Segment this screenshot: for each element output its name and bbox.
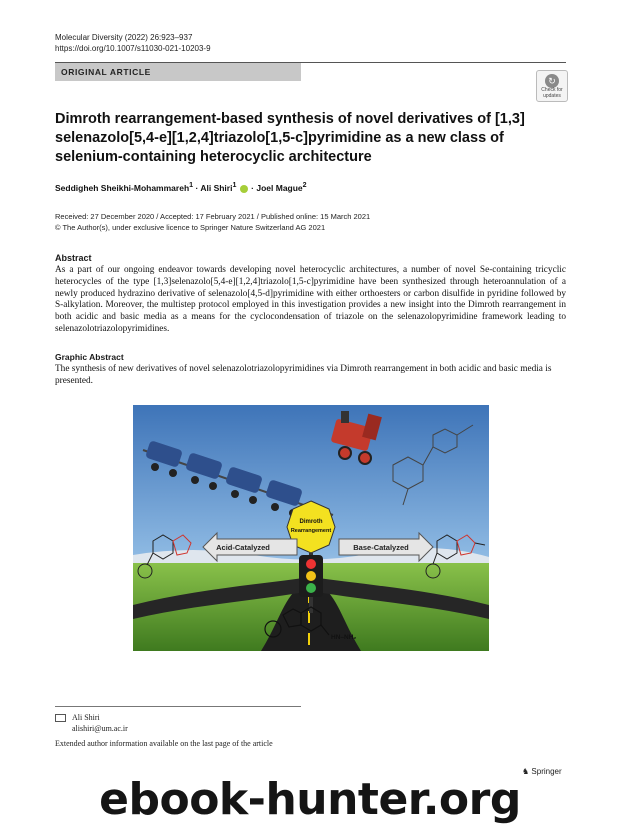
author-separator: · bbox=[195, 182, 199, 193]
footnote-rule bbox=[55, 706, 301, 707]
corresponding-author-name: Ali Shiri bbox=[72, 713, 100, 722]
abstract-text: As a part of our ongoing endeavor towards developing novel heterocyclic architectures, a number of novel Se-containing tricyclic heterocycles of the type [1,3]selenazolo[5,4-e][1,2,4]triazolo[1,5-c]pyrimidine have been synthesized through heteroannulation of a newly produced hydrazino derivative of selenazolo[4,5-d]pyrimidine with either orthoesters or carbon disulfide in pyridine followed by S-alkylation. Moreover, the multistep protocol employed in this investigation provides a new insight into the Dimroth rearrangement in both acidic and basic media as a means for the cyclocondensation of triazole on the selenazolopyrimidine framework leading to selenazolotriazolopyrimidines. bbox=[55, 265, 566, 334]
author-3-affil: 2 bbox=[302, 181, 307, 189]
watermark: ebook-hunter.org bbox=[0, 776, 620, 824]
author-3[interactable]: Joel Mague bbox=[256, 182, 303, 193]
graphic-abstract-image bbox=[133, 405, 489, 651]
acid-label: Acid-Catalyzed bbox=[216, 543, 270, 552]
mail-icon bbox=[55, 714, 66, 722]
check-updates-line1: Check for bbox=[541, 87, 563, 93]
corresponding-author bbox=[55, 712, 128, 734]
graphic-abstract-heading: Graphic Abstract bbox=[55, 352, 124, 362]
doi-link[interactable]: https://doi.org/10.1007/s11030-021-10203-9 bbox=[55, 44, 211, 53]
orcid-icon[interactable] bbox=[240, 185, 248, 193]
corresponding-author-email[interactable]: alishiri@um.ac.ir bbox=[72, 724, 128, 733]
author-1[interactable]: Seddigheh Sheikhi-Mohammareh bbox=[55, 182, 190, 193]
author-1-affil: 1 bbox=[189, 181, 194, 189]
author-list bbox=[55, 181, 307, 193]
author-2-affil: 1 bbox=[232, 181, 237, 189]
copyright-line: © The Author(s), under exclusive licence to Springer Nature Switzerland AG 2021 bbox=[55, 222, 326, 232]
sign-line-2: Rearrangement bbox=[290, 528, 332, 534]
author-separator-2: · bbox=[251, 182, 254, 193]
author-2[interactable]: Ali Shiri bbox=[200, 182, 233, 193]
springer-horse-icon: ♞ bbox=[522, 767, 530, 776]
hydrazine-label: HN–NH₂ bbox=[331, 634, 357, 641]
journal-info bbox=[55, 32, 211, 54]
check-for-updates-badge[interactable] bbox=[536, 70, 568, 102]
publication-dates bbox=[55, 212, 370, 233]
date-history: Received: 27 December 2020 / Accepted: 17 February 2021 / Published online: 15 March 2021 bbox=[55, 212, 371, 221]
graphic-abstract-text: The synthesis of new derivatives of novel selenazolotriazolopyrimidines via Dimroth rearrangement in both acidic and basic media is presented. bbox=[55, 364, 552, 386]
article-type-banner: ORIGINAL ARTICLE bbox=[55, 63, 301, 81]
sign-line-1: Dimroth bbox=[299, 519, 323, 525]
publisher-name: Springer bbox=[531, 767, 562, 776]
abstract-heading: Abstract bbox=[55, 253, 92, 263]
check-updates-line2: updates bbox=[543, 92, 561, 99]
check-updates-icon: ↻ bbox=[545, 74, 559, 88]
extended-author-info: Extended author information available on the last page of the article bbox=[55, 739, 273, 748]
traffic-light bbox=[299, 555, 323, 597]
base-label: Base-Catalyzed bbox=[353, 543, 409, 552]
article-title: Dimroth rearrangement-based synthesis of novel derivatives of [1,3] selenazolo[5,4-e][1,2,4]triazolo[1,5-c]pyrimidine as a new class of selenium-containing heterocyclic architecture bbox=[55, 111, 525, 165]
publisher-mark bbox=[522, 767, 562, 776]
journal-citation: Molecular Diversity (2022) 26:923–937 bbox=[55, 33, 193, 42]
